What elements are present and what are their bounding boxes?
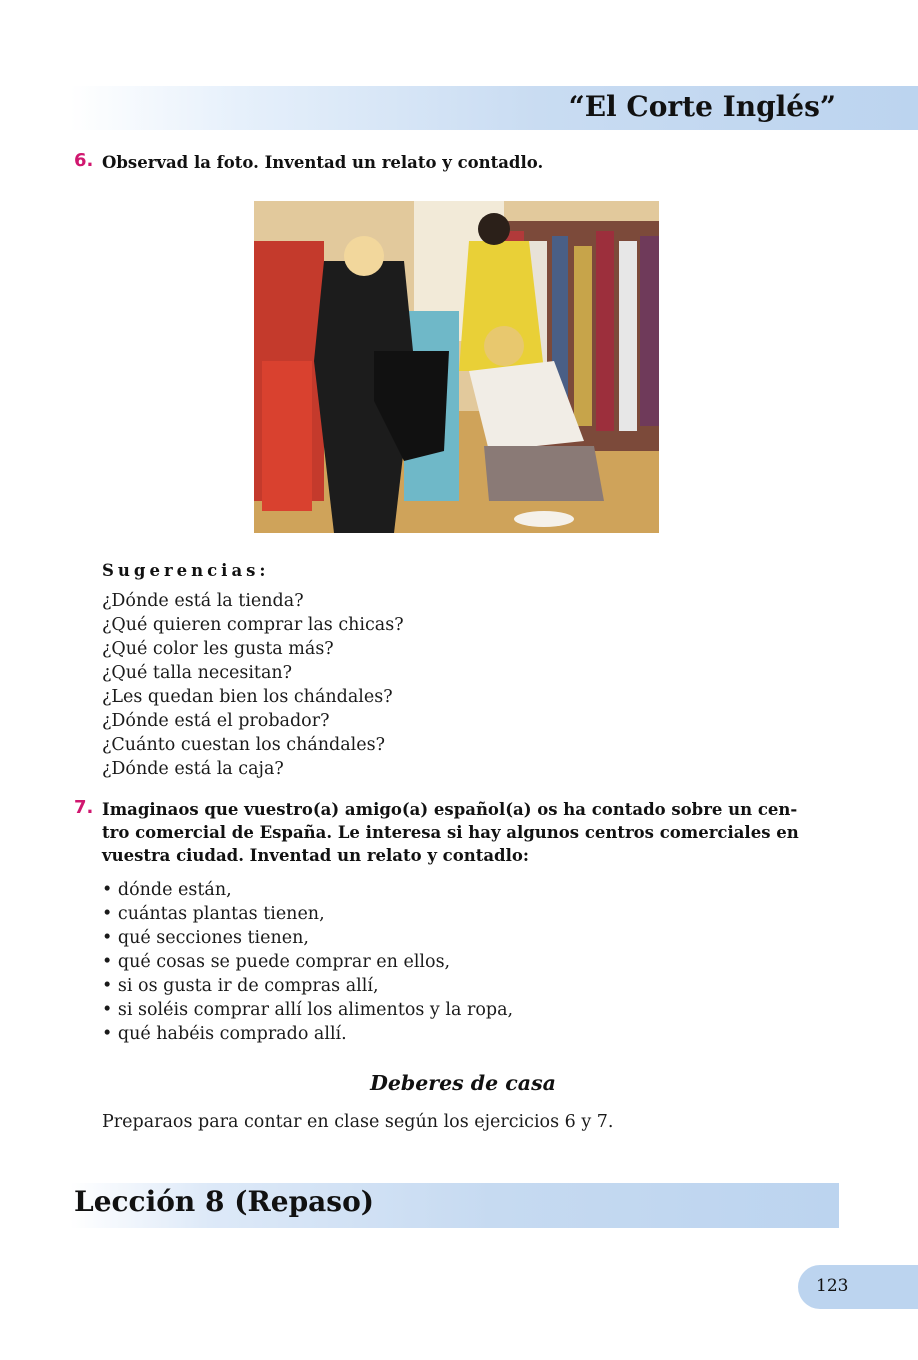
suggestions-title: Sugerencias: [102, 561, 270, 580]
list-item: • qué secciones tienen, [102, 926, 513, 950]
exercise-6-number: 6. [74, 150, 94, 171]
list-item: ¿Cuánto cuestan los chándales? [102, 735, 385, 755]
instruction-line: vuestra ciudad. Inventad un relato y contadlo: [102, 846, 529, 865]
exercise-7-instruction [102, 798, 862, 867]
list-item: • si soléis comprar allí los alimentos y la ropa, [102, 998, 513, 1022]
page-number: 123 [816, 1276, 849, 1296]
instruction-line: tro comercial de España. Le interesa si hay algunos centros comerciales en [102, 823, 799, 842]
exercise-6-instruction: Observad la foto. Inventad un relato y contadlo. [102, 153, 544, 172]
shop-photo [254, 201, 659, 533]
list-item: ¿Qué talla necesitan? [102, 663, 293, 683]
list-item: • qué habéis comprado allí. [102, 1022, 513, 1046]
exercise-7-list [102, 878, 513, 1046]
list-item: • dónde están, [102, 878, 513, 902]
list-item: ¿Dónde está la tienda? [102, 591, 304, 611]
list-item: • cuántas plantas tienen, [102, 902, 513, 926]
chapter-title: “El Corte Inglés” [568, 90, 836, 123]
homework-text: Preparaos para contar en clase según los ejercicios 6 y 7. [102, 1112, 614, 1132]
lesson-title: Lección 8 (Repaso) [74, 1185, 374, 1218]
list-item: • qué cosas se puede comprar en ellos, [102, 950, 513, 974]
list-item: ¿Les quedan bien los chándales? [102, 687, 393, 707]
exercise-7-number: 7. [74, 797, 94, 818]
list-item: • si os gusta ir de compras allí, [102, 974, 513, 998]
list-item: ¿Qué color les gusta más? [102, 639, 334, 659]
list-item: ¿Qué quieren comprar las chicas? [102, 615, 404, 635]
suggestions-list [102, 589, 404, 781]
list-item: ¿Dónde está el probador? [102, 711, 330, 731]
list-item: ¿Dónde está la caja? [102, 759, 284, 779]
instruction-line: Imaginaos que vuestro(a) amigo(a) español(a) os ha contado sobre un cen- [102, 800, 798, 819]
homework-title: Deberes de casa [370, 1071, 556, 1095]
